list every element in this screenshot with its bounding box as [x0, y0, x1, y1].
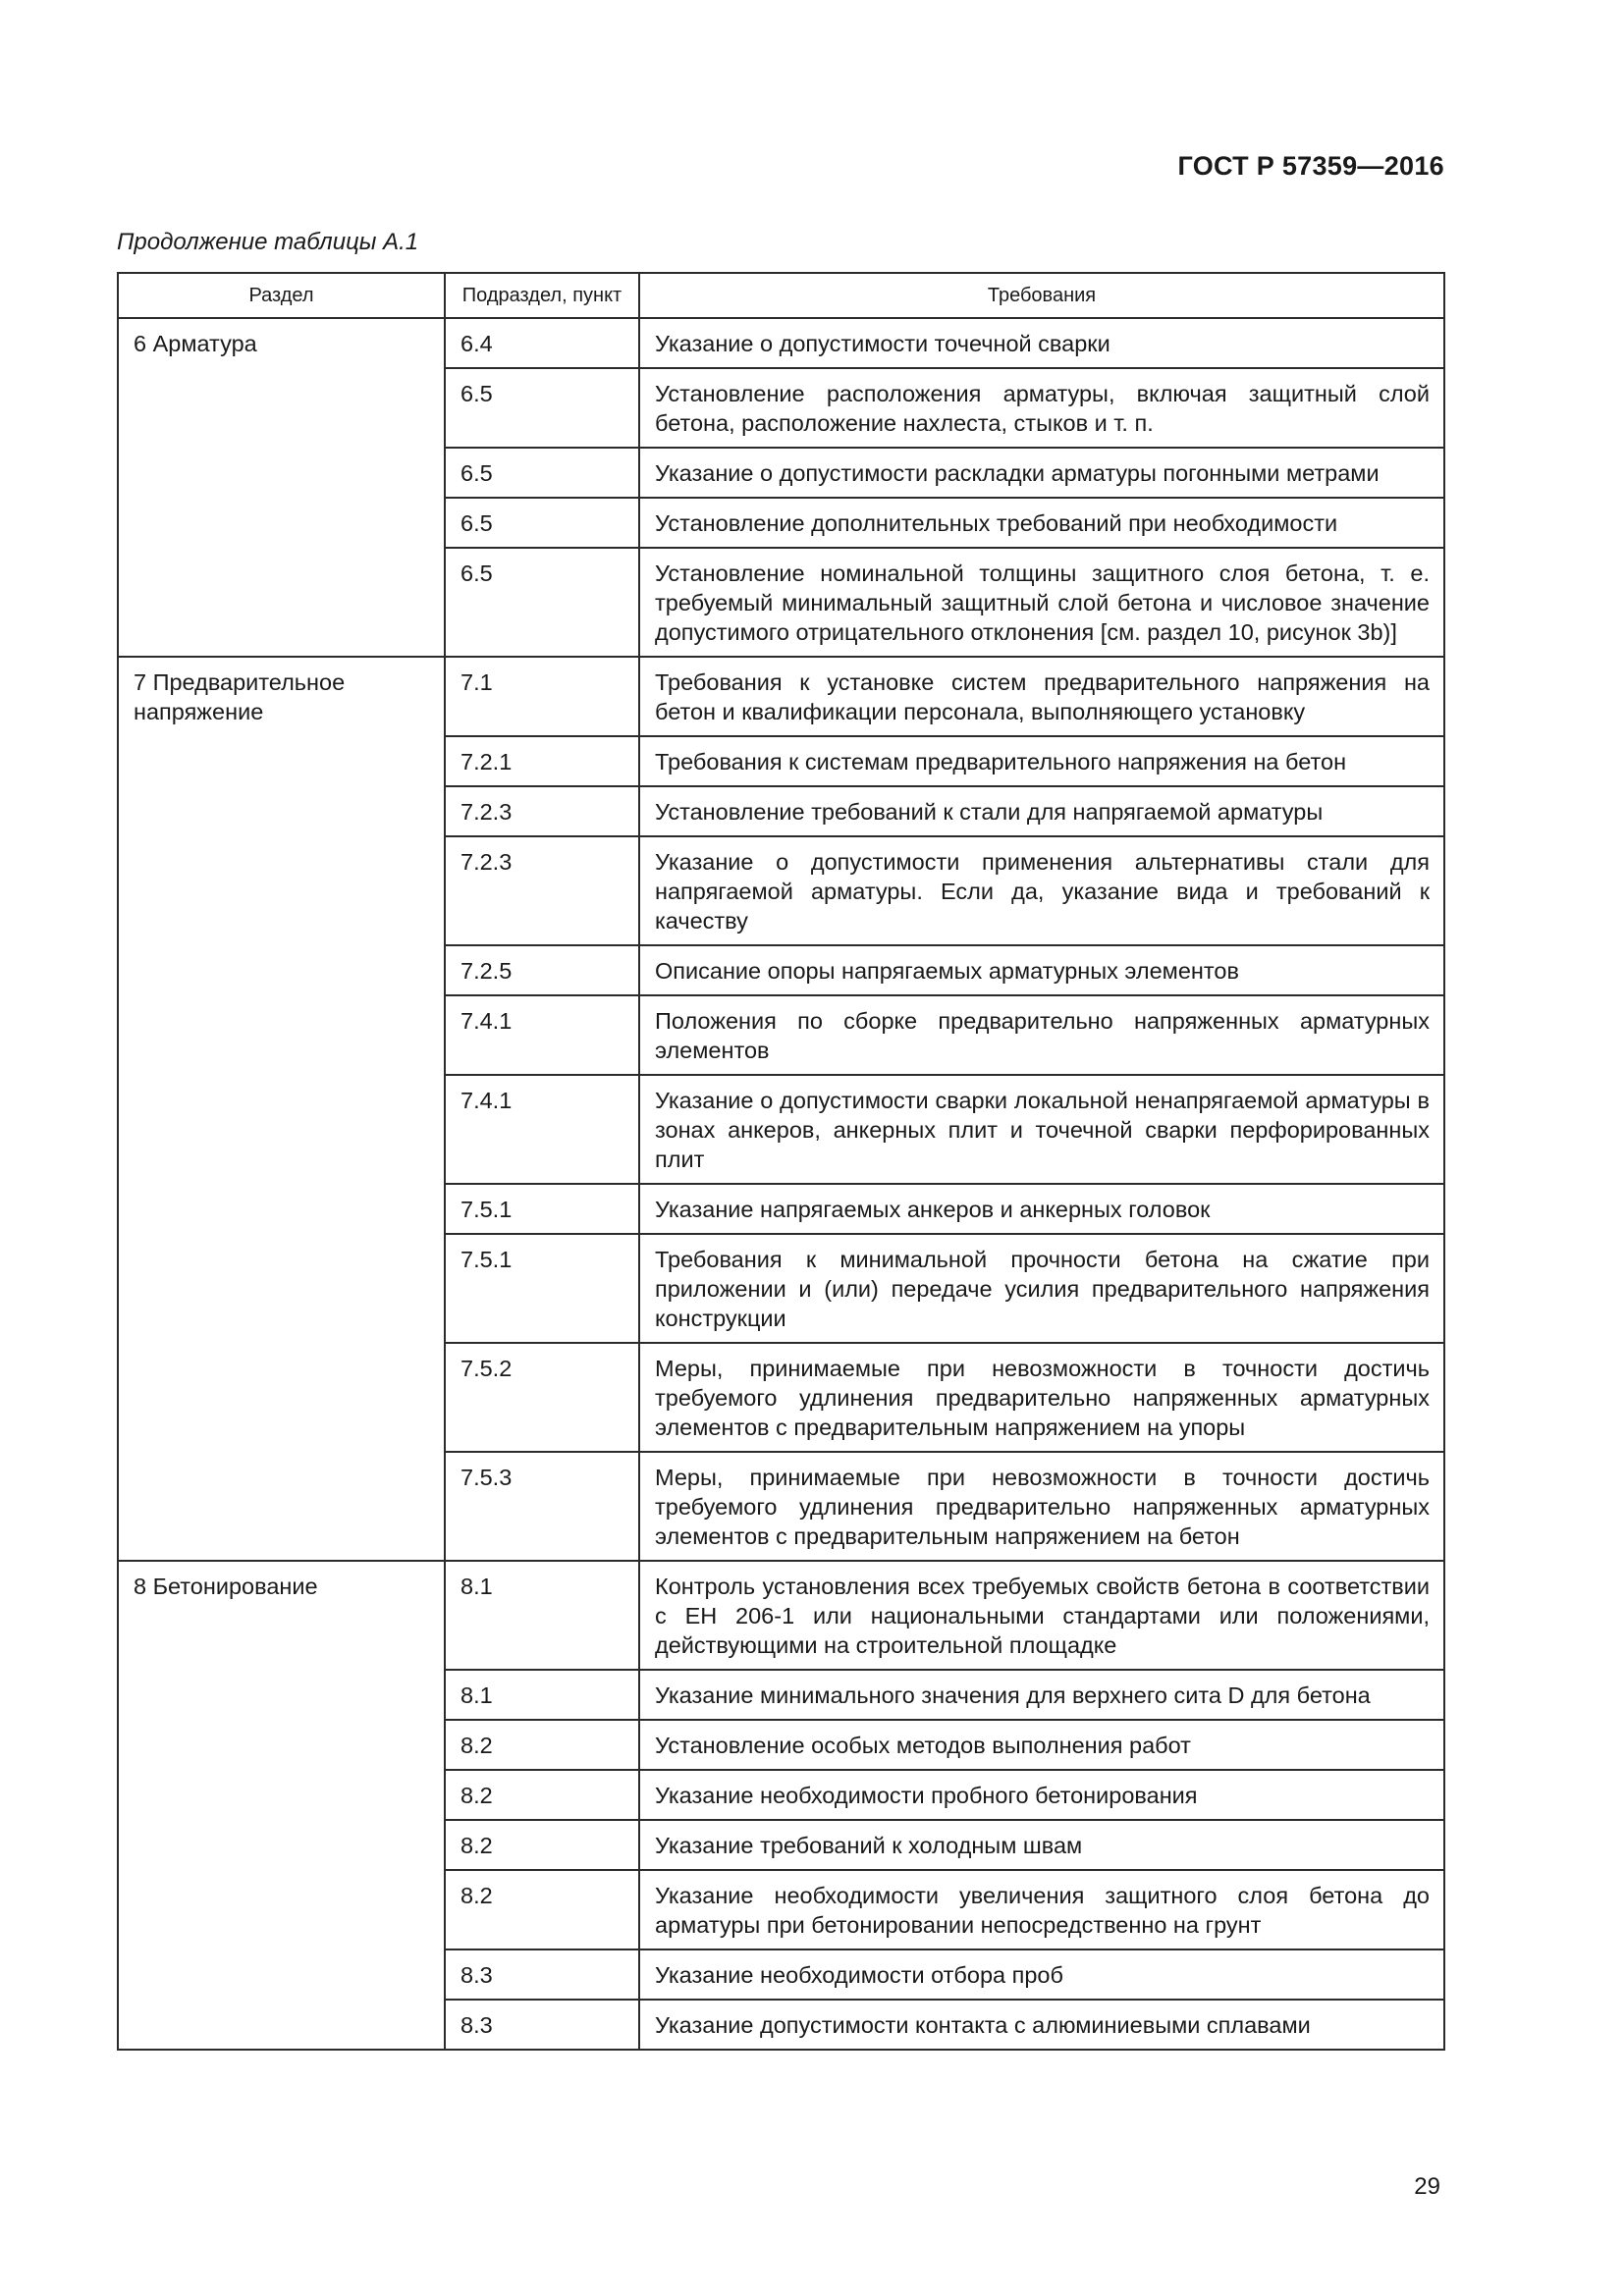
requirement-cell: Указание о допустимости сварки локальной ненапрягаемой арматуры в зонах анкеров, анкерных плит и точечной сварки перфорированных плит [639, 1075, 1444, 1184]
requirement-cell: Меры, принимаемые при невозможности в точности достичь требуемого удлинения предварительно напряженных арматурных элементов с предварительным напряжением на упоры [639, 1343, 1444, 1452]
clause-cell: 7.2.3 [445, 786, 639, 836]
clause-cell: 8.2 [445, 1770, 639, 1820]
requirement-cell: Требования к установке систем предварительного напряжения на бетон и квалификации персонала, выполняющего установку [639, 657, 1444, 736]
requirement-cell: Указание требований к холодным швам [639, 1820, 1444, 1870]
clause-cell: 7.2.3 [445, 836, 639, 945]
clause-cell: 6.5 [445, 498, 639, 548]
section-cell: 6 Арматура [118, 318, 445, 657]
requirement-cell: Указание необходимости пробного бетонирования [639, 1770, 1444, 1820]
requirement-cell: Установление дополнительных требований при необходимости [639, 498, 1444, 548]
clause-cell: 6.5 [445, 548, 639, 657]
clause-cell: 7.4.1 [445, 995, 639, 1075]
requirement-cell: Описание опоры напрягаемых арматурных элементов [639, 945, 1444, 995]
requirement-cell: Контроль установления всех требуемых свойств бетона в соответствии с ЕН 206-1 или национальными стандартами или положениями, действующими на строительной площадке [639, 1561, 1444, 1670]
table-body [118, 318, 1444, 2050]
clause-cell: 8.1 [445, 1670, 639, 1720]
clause-cell: 7.2.1 [445, 736, 639, 786]
clause-cell: 7.5.1 [445, 1234, 639, 1343]
clause-cell: 6.5 [445, 368, 639, 448]
requirement-cell: Указание необходимости отбора проб [639, 1949, 1444, 2000]
clause-cell: 7.5.3 [445, 1452, 639, 1561]
clause-cell: 8.3 [445, 1949, 639, 2000]
requirement-cell: Установление номинальной толщины защитного слоя бетона, т. е. требуемый минимальный защитный слой бетона и числовое значение допустимого отрицательного отклонения [см. раздел 10, рисунок 3b)] [639, 548, 1444, 657]
clause-cell: 7.4.1 [445, 1075, 639, 1184]
table-row [118, 318, 1444, 368]
requirement-cell: Указание необходимости увеличения защитного слоя бетона до арматуры при бетонировании непосредственно на грунт [639, 1870, 1444, 1949]
requirement-cell: Указание минимального значения для верхнего сита D для бетона [639, 1670, 1444, 1720]
table-header-row [118, 273, 1444, 318]
clause-cell: 7.5.2 [445, 1343, 639, 1452]
requirement-cell: Указание допустимости контакта с алюминиевыми сплавами [639, 2000, 1444, 2050]
clause-cell: 8.2 [445, 1720, 639, 1770]
requirement-cell: Требования к системам предварительного напряжения на бетон [639, 736, 1444, 786]
column-header-section: Раздел [118, 273, 445, 318]
document-code: ГОСТ Р 57359—2016 [1177, 151, 1444, 181]
clause-cell: 7.1 [445, 657, 639, 736]
clause-cell: 6.4 [445, 318, 639, 368]
requirement-cell: Установление особых методов выполнения работ [639, 1720, 1444, 1770]
requirement-cell: Указание о допустимости точечной сварки [639, 318, 1444, 368]
page-number: 29 [1414, 2173, 1440, 2200]
clause-cell: 7.5.1 [445, 1184, 639, 1234]
section-cell: 8 Бетонирование [118, 1561, 445, 2050]
requirement-cell: Указание о допустимости применения альтернативы стали для напрягаемой арматуры. Если да, указание вида и требований к качеству [639, 836, 1444, 945]
column-header-requirements: Требования [639, 273, 1444, 318]
requirement-cell: Установление требований к стали для напрягаемой арматуры [639, 786, 1444, 836]
clause-cell: 8.1 [445, 1561, 639, 1670]
requirement-cell: Положения по сборке предварительно напряженных арматурных элементов [639, 995, 1444, 1075]
clause-cell: 6.5 [445, 448, 639, 498]
table-row [118, 657, 1444, 736]
table-caption: Продолжение таблицы А.1 [117, 229, 419, 255]
requirement-cell: Меры, принимаемые при невозможности в точности достичь требуемого удлинения предварительно напряженных арматурных элементов с предварительным напряжением на бетон [639, 1452, 1444, 1561]
requirement-cell: Установление расположения арматуры, включая защитный слой бетона, расположение нахлеста, стыков и т. п. [639, 368, 1444, 448]
clause-cell: 8.2 [445, 1870, 639, 1949]
requirement-cell: Указание напрягаемых анкеров и анкерных головок [639, 1184, 1444, 1234]
requirement-cell: Указание о допустимости раскладки арматуры погонными метрами [639, 448, 1444, 498]
requirement-cell: Требования к минимальной прочности бетона на сжатие при приложении и (или) передаче усилия предварительного напряжения конструкции [639, 1234, 1444, 1343]
table-row [118, 1561, 1444, 1670]
section-cell: 7 Предварительное напряжение [118, 657, 445, 1561]
requirements-table [117, 272, 1445, 2051]
column-header-clause: Подраздел, пункт [445, 273, 639, 318]
clause-cell: 8.2 [445, 1820, 639, 1870]
clause-cell: 8.3 [445, 2000, 639, 2050]
clause-cell: 7.2.5 [445, 945, 639, 995]
